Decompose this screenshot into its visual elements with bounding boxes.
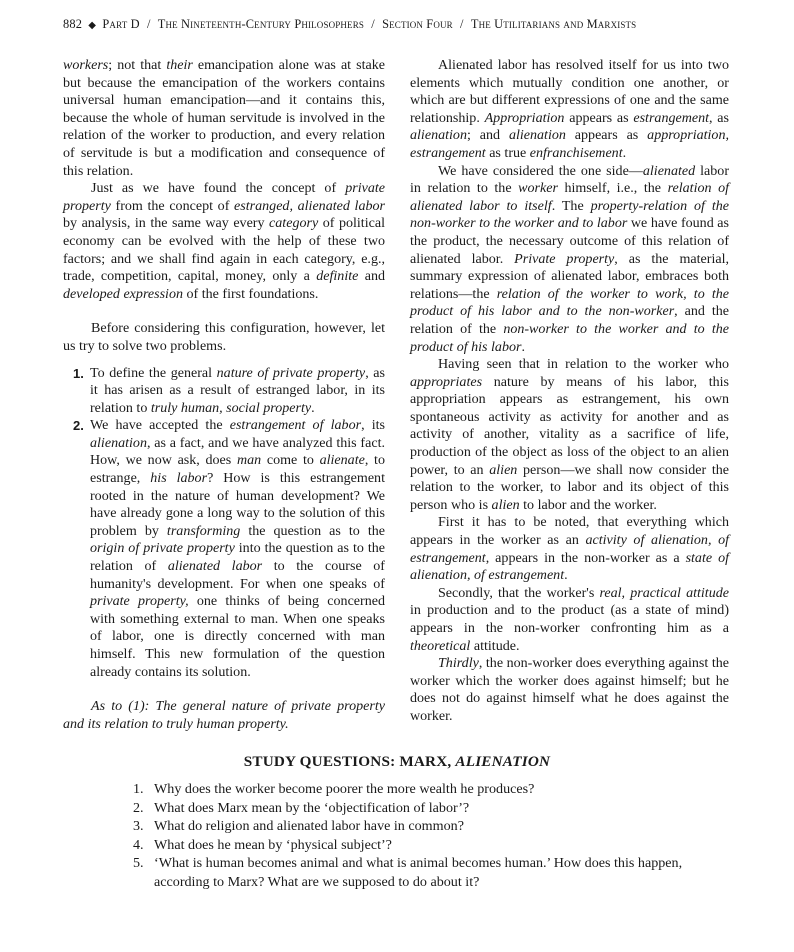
paragraph: Secondly, that the worker's real, practical attitude in production and to the product (as a state of mind) appears in the non-worker confronting him as a theoretical attitude. xyxy=(410,584,729,654)
left-column xyxy=(63,57,385,733)
header-section: Section Four xyxy=(382,17,453,31)
paragraph: First it has to be noted, that everything which appears in the worker as an activity of alienation, of estrangement, appears in the non-worker as a state of alienation, of estrangement. xyxy=(410,514,730,584)
diamond-icon: ◆ xyxy=(88,20,97,31)
study-questions-title: STUDY QUESTIONS: MARX, ALIENATION xyxy=(243,753,551,770)
paragraph: As to (1): The general nature of private property and its relation to truly human property. xyxy=(63,698,385,732)
paragraph: Before considering this configuration, however, let us try to solve two problems. xyxy=(63,320,385,354)
header-separator: / xyxy=(146,17,151,31)
list-item: 3. What do religion and alienated labor have in common? xyxy=(133,818,464,835)
list-item: 5. ‘What is human becomes animal and what is animal becomes human.’ How does this happen, according to Marx? What are we supposed to do about it? xyxy=(133,855,683,890)
paragraph: Thirdly, the non-worker does everything against the worker which the worker does against himself; but he does not do against himself what he does against the worker. xyxy=(410,655,729,724)
paragraph: Alienated labor has resolved itself for us into two elements which mutually condition one another, or which are but different expressions of one and the same relationship. Appropriation appears as estrangement, as alienation; and alienation appears as appropriation, estrangement as true enfranchisement. xyxy=(410,57,729,161)
page-number: 882 xyxy=(63,17,83,31)
right-column xyxy=(410,57,729,726)
study-questions-list xyxy=(133,780,693,892)
header-part: Part D xyxy=(102,17,140,31)
paragraph: Having seen that in relation to the worker who appropriates nature by means of his labor, this appropriation appears as estrangement, his own spontaneous activity as activity for another and as activity of another, vitality as a sacrifice of life, production of the object as loss of the object to an alien power, to an alien person—we shall now consider the relation to the worker, to labor and its object of this person who is alien to labor and the worker. xyxy=(410,356,729,513)
header-separator: / xyxy=(371,17,375,31)
running-header xyxy=(63,17,743,32)
paragraph: workers; not that their emancipation alone was at stake but because the emancipation of the workers contains universal human emancipation—and it contains this, because the whole of human servitude is involved in the relation of the worker to production, and every relation of servitude is but a modification and consequence of this relation. xyxy=(63,57,385,179)
list-item: 2. We have accepted the estrangement of labor, its alienation, as a fact, and we have analyzed this fact. How, we now ask, does man come to alienate, to estrange, his labor? How is this estrangement rooted in the nature of human development? We have already gone a long way to the solution of this problem by transforming the question as to the origin of private property into the question as to the relation of alienated labor to the course of humanity's development. For when one speaks of private property, one thinks of being concerned with something external to man. When one speaks of labor, one is directly concerned with man himself. This new formulation of the question already contains its solution. xyxy=(73,417,386,680)
header-separator: / xyxy=(460,17,464,31)
paragraph: We have considered the one side—alienated labor in relation to the worker himself, i.e., the relation of alienated labor to itself. The property-relation of the non-worker to the worker and to labor we have found as the product, the necessary outcome of this relation of alienated labor. Private property, as the material, summary expression of alienated labor, embraces both relations—the relation of the worker to work, to the product of his labor and to the non-worker, and the relation of the non-worker to the worker and to the product of his labor. xyxy=(410,162,730,355)
list-item: 1. Why does the worker become poorer the more wealth he produces? xyxy=(133,781,535,797)
list-item: 2. What does Marx mean by the ‘objectification of labor’? xyxy=(133,799,470,816)
problem-list xyxy=(63,365,385,682)
list-item: 4. What does he mean by ‘physical subject’? xyxy=(133,836,392,853)
header-section-title: The Nineteenth-Century Philosophers xyxy=(157,17,365,31)
list-item: 1. To define the general nature of private property, as it has arisen as a result of estranged labor, in its relation to truly human, social property. xyxy=(73,364,386,416)
paragraph: Just as we have found the concept of private property from the concept of estranged, alienated labor by analysis, in the same way every category of political economy can be evolved with the help of these two factors; and we shall find again in each category, e.g., trade, competition, capital, money, only a definite and developed expression of the first foundations. xyxy=(63,180,385,302)
header-chapter: The Utilitarians and Marxists xyxy=(470,17,637,31)
